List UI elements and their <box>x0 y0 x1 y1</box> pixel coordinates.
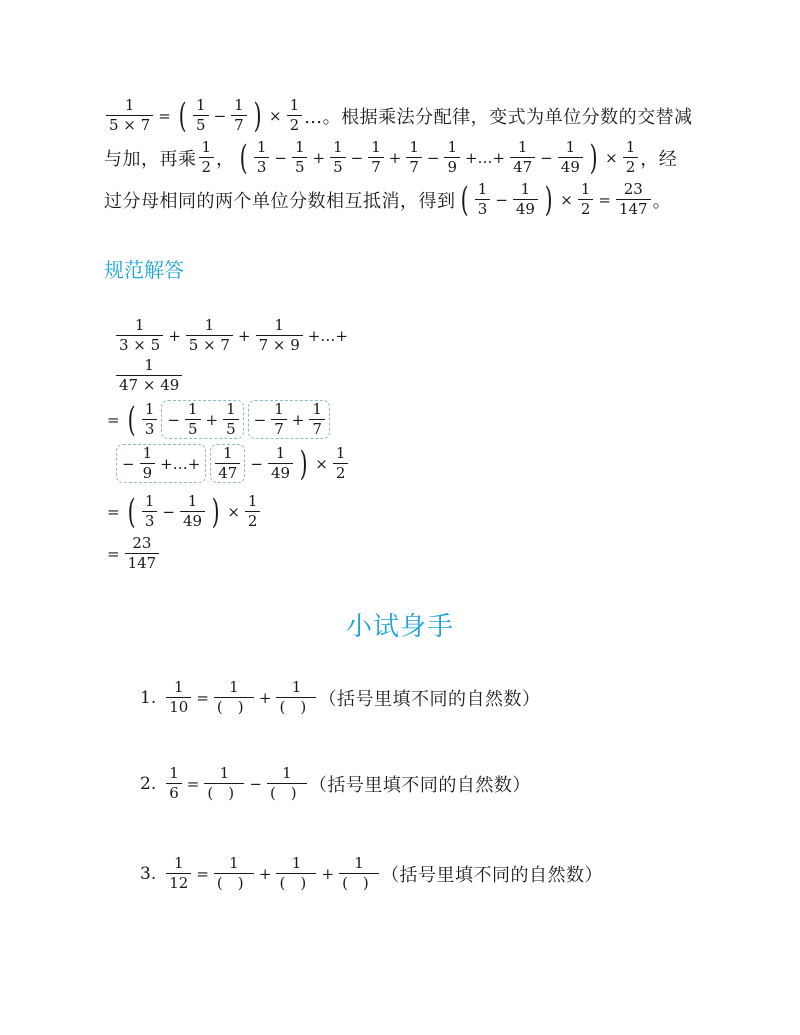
blank-fraction[interactable]: $\frac{1}{( )}$ <box>267 766 307 801</box>
cancel-group: − $\frac{1}{5}$ + $\frac{1}{5}$ <box>161 400 243 439</box>
explanation-text: …。根据乘法分配律，变式为单位分数的交替减 <box>304 106 693 128</box>
solution-line-5: = ( $\frac{1}{3}$ − $\frac{1}{49}$ ) × $\frac{1}{2}$ <box>104 494 740 529</box>
blank-fraction[interactable]: $\frac{1}{( )}$ <box>214 856 254 891</box>
explanation-line-3: 过分母相同的两个单位分数相互抵消，得到 ( $\frac{1}{3}$ − $\frac{1}{49}$ ) × $\frac{1}{2}$ = $\frac{23}{147}$ 。 <box>104 179 672 220</box>
section-heading: 规范解答 <box>104 258 184 282</box>
blank-fraction[interactable]: $\frac{1}{( )}$ <box>276 680 316 715</box>
blank-fraction[interactable]: $\frac{1}{( )}$ <box>339 856 379 891</box>
exercise-2: 2. $\frac{1}{6}$ = $\frac{1}{( )}$ − $\frac{1}{( )}$ （括号里填不同的自然数） <box>140 764 531 802</box>
solution-line-3: = ( $\frac{1}{3}$ − $\frac{1}{5}$ + $\frac{1}{5}$ − $\frac{1}{7}$ + $\frac{1}{7}$ <box>104 400 740 439</box>
cancel-group: − $\frac{1}{9}$ +…+ <box>116 444 206 483</box>
fraction: $\frac{1}{5 \times 7}$ <box>106 98 153 133</box>
explanation-line-2: 与加，再乘 $\frac{1}{2}$ ， ( $\frac{1}{3}$ − $\frac{1}{5}$ + $\frac{1}{5}$ − $\frac{1}{7}$ + $\frac{1}{7}$ − $\frac{1}{9}$ +…+ $\frac{1}{47}$ − $\frac{1}{49}$ ) × $\frac{1}{2}$ ，经 <box>104 137 678 178</box>
explanation-line-1: $\frac{1}{5 \times 7}$ = ( $\frac{1}{5}$ − $\frac{1}{7}$ ) × $\frac{1}{2}$ …。根据乘法分配律，变式为单位分数的交替减 <box>104 98 740 133</box>
blank-fraction[interactable]: $\frac{1}{( )}$ <box>204 766 244 801</box>
solution-line-1: $\frac{1}{3 \times 5}$ + $\frac{1}{5 \times 7}$ + $\frac{1}{7 \times 9}$ +…+ <box>114 318 740 353</box>
cancel-group: $\frac{1}{47}$ <box>210 444 245 483</box>
section-title: 小试身手 <box>345 612 454 642</box>
blank-fraction[interactable]: $\frac{1}{( )}$ <box>276 856 316 891</box>
cancel-group: − $\frac{1}{7}$ + $\frac{1}{7}$ <box>248 400 330 439</box>
solution-line-2: $\frac{1}{47 \times 49}$ <box>114 358 740 393</box>
solution-line-4: − $\frac{1}{9}$ +…+ $\frac{1}{47}$ − $\frac{1}{49}$ ) × $\frac{1}{2}$ <box>114 444 740 483</box>
blank-fraction[interactable]: $\frac{1}{( )}$ <box>214 680 254 715</box>
exercise-1: 1. $\frac{1}{10}$ = $\frac{1}{( )}$ + $\frac{1}{( )}$ （括号里填不同的自然数） <box>140 678 541 716</box>
solution-line-6: = $\frac{23}{147}$ <box>104 536 740 571</box>
exercise-3: 3. $\frac{1}{12}$ = $\frac{1}{( )}$ + $\frac{1}{( )}$ + $\frac{1}{( )}$ （括号里填不同的自然数） <box>140 854 604 892</box>
